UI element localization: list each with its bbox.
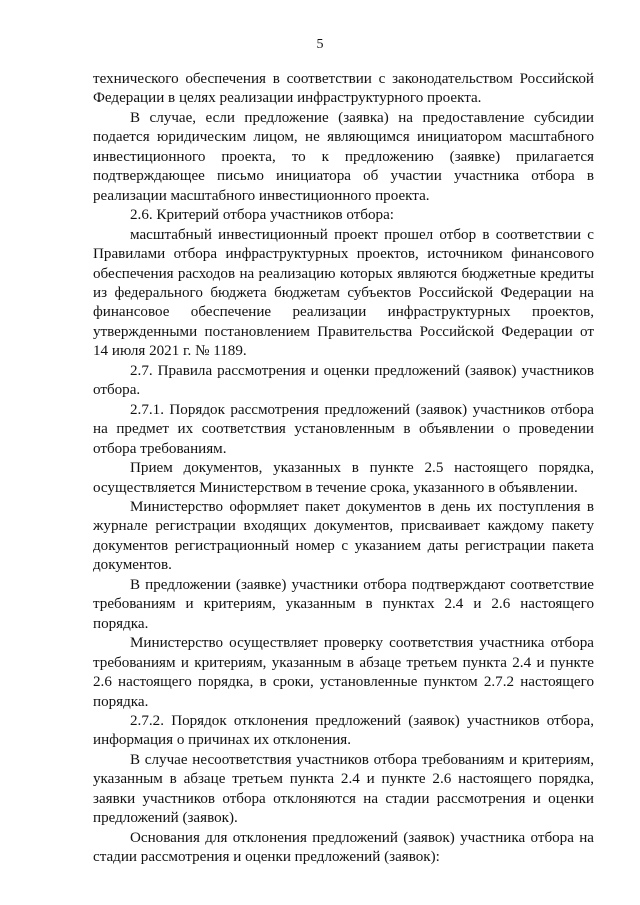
paragraph-selection-criterion: масштабный инвестиционный проект прошел отбор в соответствии с Правилами отбора инфраструктурных проектов, источником финансового обеспечения расходов на реализацию которых являются бюджетные кредиты из федерального бюджета бюджетам субъектов Российской Федерации на финансовое обеспечение реализации инфраструктурных проектов, утвержденными постановлением Правительства Российской Федерации от 14 июля 2021 г. № 1189. [93, 226, 594, 360]
section-2-7-2-heading: 2.7.2. Порядок отклонения предложений (заявок) участников отбора, информация о причинах их отклонения. [93, 712, 594, 749]
document-body [93, 70, 594, 868]
section-2-7-heading: 2.7. Правила рассмотрения и оценки предложений (заявок) участников отбора. [93, 362, 594, 399]
paragraph-verification: Министерство осуществляет проверку соответствия участника отбора требованиям и критериям, указанным в абзаце третьем пункта 2.4 и пункте 2.6 настоящего порядка, в сроки, установленные пунктом 2.7.2 настоящего порядка. [93, 635, 594, 710]
page-number: 5 [316, 37, 324, 52]
paragraph-confirmation: В предложении (заявке) участники отбора подтверждают соответствие требованиям и критериям, указанным в пунктах 2.4 и 2.6 настоящего порядка. [93, 576, 594, 632]
section-2-6-heading: 2.6. Критерий отбора участников отбора: [130, 207, 394, 224]
paragraph-continuation: технического обеспечения в соответствии с законодательством Российской Федерации в целях реализации инфраструктурного проекта. [93, 71, 594, 107]
paragraph-rejection: В случае несоответствия участников отбора требованиям и критериям, указанным в абзаце третьем пункта 2.4 и пункте 2.6 настоящего порядка, заявки участников отбора отклоняются на стадии рассмотрения и оценки предложений (заявок). [93, 751, 594, 827]
paragraph-registration: Министерство оформляет пакет документов в день их поступления в журнале регистрации входящих документов, присваивает каждому пакету документов регистрационный номер с указанием даты регистрации пакета документов. [93, 498, 594, 574]
paragraph-rejection-grounds: Основания для отклонения предложений (заявок) участника отбора на стадии рассмотрения и оценки предложений (заявок): [93, 829, 594, 866]
paragraph-document-intake: Прием документов, указанных в пункте 2.5 настоящего порядка, осуществляется Министерством в течение срока, указанного в объявлении. [93, 460, 594, 496]
section-2-7-1-heading: 2.7.1. Порядок рассмотрения предложений (заявок) участников отбора на предмет их соответствия установленным в объявлении о проведении отбора требованиям. [93, 401, 594, 457]
paragraph-subsidy-applicant: В случае, если предложение (заявка) на предоставление субсидии подается юридическим лицом, не являющимся инициатором масштабного инвестиционного проекта, то к предложению (заявке) прилагается подтверждающее письмо инициатора об участии участника отбора в реализации масштабного инвестиционного проекта. [93, 109, 594, 204]
